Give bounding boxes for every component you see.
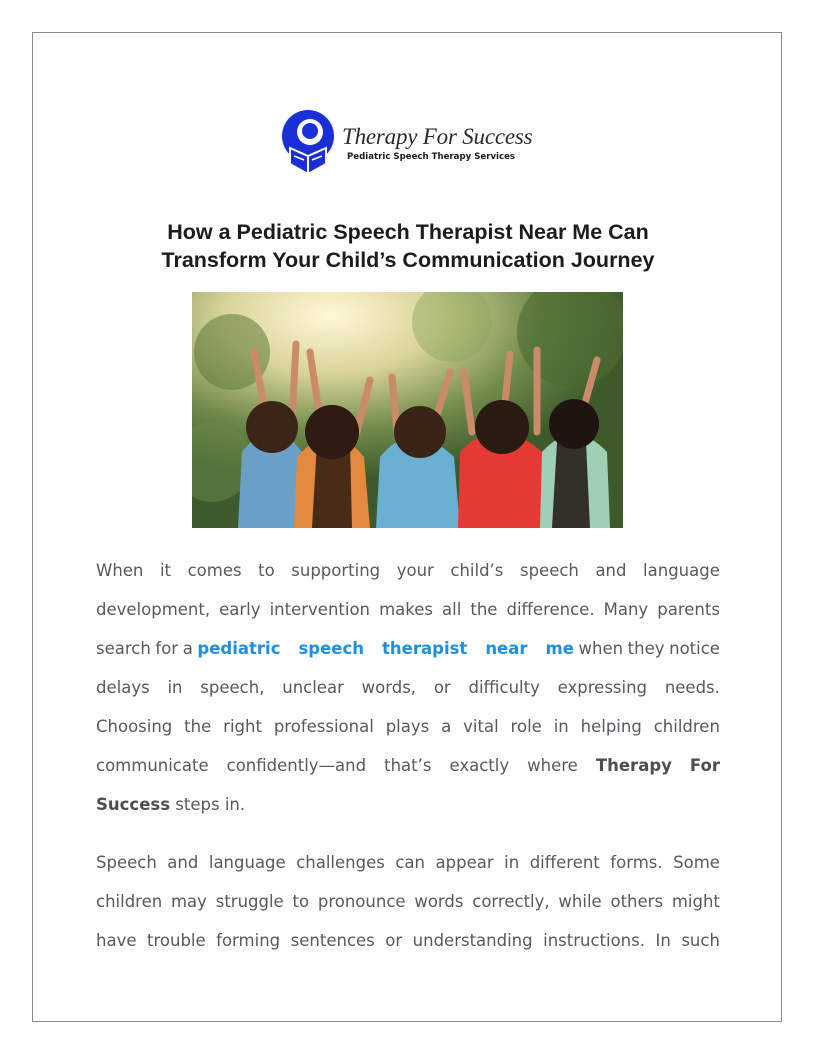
word: others xyxy=(610,892,664,911)
word: In xyxy=(655,931,671,950)
word: it xyxy=(159,561,172,580)
word[interactable]: pediatric xyxy=(197,639,281,658)
word: in xyxy=(167,678,183,697)
word: notice xyxy=(669,639,720,658)
pediatric-speech-therapist-link[interactable] xyxy=(197,636,574,662)
word: words, xyxy=(361,678,417,697)
word: early xyxy=(219,600,261,619)
word: needs. xyxy=(664,678,720,697)
article-title-line-1: How a Pediatric Speech Therapist Near Me Can xyxy=(167,220,649,244)
word: or xyxy=(433,678,451,697)
word: speech xyxy=(519,561,579,580)
word: intervention xyxy=(269,600,371,619)
word: expressing xyxy=(557,678,648,697)
word: such xyxy=(681,931,720,950)
word: your xyxy=(396,561,434,580)
word: professional xyxy=(273,717,374,736)
word: communicate xyxy=(96,756,209,775)
word: in xyxy=(553,717,569,736)
word: language xyxy=(643,561,720,580)
paragraph-2-line-2 xyxy=(96,889,720,915)
word: understanding xyxy=(412,931,533,950)
word: in xyxy=(504,853,520,872)
word: development, xyxy=(96,600,211,619)
word: sentences xyxy=(290,931,375,950)
word: role xyxy=(510,717,542,736)
word: language xyxy=(208,853,286,872)
word: confidently—and xyxy=(226,756,367,775)
word: difficulty xyxy=(468,678,540,697)
word: challenges xyxy=(296,853,385,872)
word: Some xyxy=(673,853,720,872)
word: helping xyxy=(580,717,642,736)
word: forms. xyxy=(610,853,663,872)
word: unclear xyxy=(282,678,344,697)
paragraph-2-line-1 xyxy=(96,850,720,876)
word: to xyxy=(292,892,310,911)
word: while xyxy=(558,892,602,911)
word: they xyxy=(627,639,665,658)
word: for xyxy=(155,639,179,658)
word: search xyxy=(96,639,151,658)
word: difference. xyxy=(506,600,595,619)
word[interactable]: me xyxy=(545,639,574,658)
word[interactable]: speech xyxy=(298,639,365,658)
paragraph-2-line-3 xyxy=(96,928,720,954)
word: the xyxy=(184,717,212,736)
word: When xyxy=(96,561,144,580)
word: and xyxy=(167,853,199,872)
paragraph-1-line-6 xyxy=(96,753,720,779)
paragraph-1-line-1 xyxy=(96,558,720,584)
word: have xyxy=(96,931,137,950)
paragraph-1-line-5 xyxy=(96,714,720,740)
paragraph-1-line-7 xyxy=(96,792,720,818)
word: supporting xyxy=(291,561,381,580)
photo-illustration xyxy=(192,292,623,528)
word: all xyxy=(442,600,462,619)
paragraph-1-closing: steps in. xyxy=(175,795,246,814)
word: comes xyxy=(187,561,242,580)
word: child’s xyxy=(450,561,504,580)
word: to xyxy=(258,561,275,580)
word: a xyxy=(441,717,452,736)
word: plays xyxy=(385,717,430,736)
child-with-book-logo-icon xyxy=(280,106,344,178)
brand-name-therapy: Therapy xyxy=(595,756,672,775)
word: a xyxy=(182,639,193,658)
word: trouble xyxy=(147,931,206,950)
brand-logo xyxy=(280,106,533,182)
logo-subtitle: Pediatric Speech Therapy Services xyxy=(347,152,516,162)
logo-title: Therapy For Success xyxy=(342,124,533,149)
word: can xyxy=(395,853,425,872)
word: delays xyxy=(96,678,150,697)
word: appear xyxy=(435,853,494,872)
word: when xyxy=(578,639,624,658)
article-title-line-2: Transform Your Child’s Communication Journey xyxy=(161,248,655,272)
word: where xyxy=(527,756,578,775)
word: instructions. xyxy=(543,931,645,950)
word: Choosing xyxy=(96,717,173,736)
word: correctly, xyxy=(472,892,550,911)
word: that’s xyxy=(384,756,432,775)
word: Speech xyxy=(96,853,157,872)
word: might xyxy=(671,892,720,911)
word: struggle xyxy=(215,892,284,911)
word: may xyxy=(170,892,207,911)
word: right xyxy=(223,717,262,736)
brand-name-for: For xyxy=(689,756,720,775)
word: words xyxy=(414,892,464,911)
word: the xyxy=(470,600,498,619)
word[interactable]: near xyxy=(485,639,528,658)
word: parents xyxy=(657,600,720,619)
word: children xyxy=(96,892,163,911)
word: different xyxy=(529,853,600,872)
word[interactable]: therapist xyxy=(382,639,468,658)
word: speech, xyxy=(200,678,265,697)
children-raising-hands-photo xyxy=(192,292,623,528)
word: Many xyxy=(603,600,649,619)
paragraph-1-line-4 xyxy=(96,675,720,701)
word: makes xyxy=(379,600,433,619)
brand-name-success: Success xyxy=(96,795,171,814)
word: or xyxy=(385,931,403,950)
word: pronounce xyxy=(317,892,406,911)
paragraph-1-line-3 xyxy=(96,636,720,662)
word: vital xyxy=(463,717,499,736)
paragraph-1-line-2 xyxy=(96,597,720,623)
word: forming xyxy=(216,931,281,950)
word: children xyxy=(653,717,720,736)
word: exactly xyxy=(449,756,510,775)
word: and xyxy=(595,561,627,580)
